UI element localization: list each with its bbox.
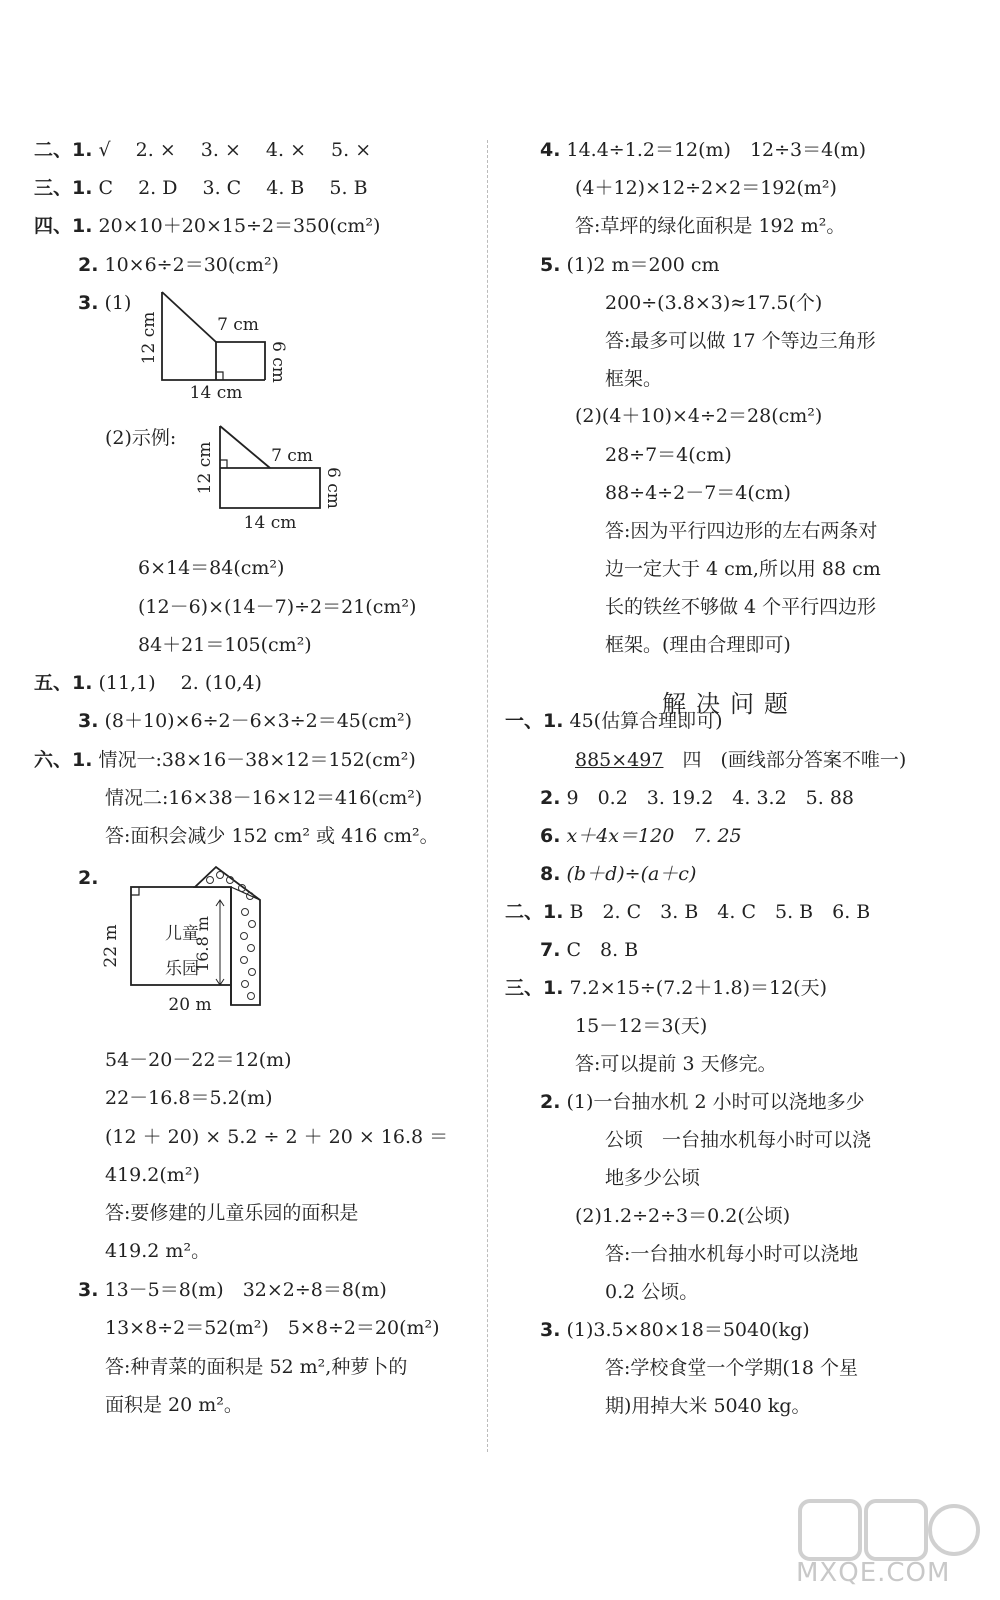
- answer-text: 情况二:16×38－16×12＝416(cm²): [105, 787, 423, 809]
- dim-label: 12 cm: [139, 311, 159, 365]
- answer-line: [605, 595, 876, 619]
- answer-line: [138, 556, 284, 580]
- answer-line: [605, 1394, 811, 1418]
- answer-text: (12－6)×(14－7)÷2＝21(cm²): [138, 596, 417, 618]
- item-number: 7.: [540, 939, 561, 961]
- answer-text: (1)一台抽水机 2 小时可以浇地多少: [566, 1091, 865, 1113]
- region-label: 乐园: [165, 959, 199, 979]
- answer-text: 15－12＝3(天): [575, 1015, 708, 1037]
- answer-text: 答:要修建的儿童乐园的面积是: [105, 1202, 359, 1224]
- answer-line: [605, 329, 876, 353]
- answer-text: x＋4x＝120 7. 25: [566, 825, 742, 847]
- answer-line: [575, 1204, 790, 1228]
- answer-text: 14.4÷1.2＝12(m) 12÷3＝4(m): [566, 139, 867, 161]
- item-number: 2.: [540, 1091, 561, 1113]
- right-angle-mark: [220, 460, 227, 468]
- answer-text: 答:面积会减少 152 cm² 或 416 cm²。: [105, 825, 439, 847]
- answer-line: [605, 1128, 871, 1152]
- answer-line: [605, 1166, 700, 1190]
- answer-text: C 8. B: [566, 939, 639, 961]
- answer-line: [105, 1163, 200, 1187]
- answer-line: [505, 976, 827, 1000]
- answer-line: [575, 176, 837, 200]
- answer-text: B 2. C 3. B 4. C 5. B 6. B: [569, 901, 871, 923]
- answer-line: [34, 671, 262, 695]
- answer-line: [34, 176, 368, 200]
- answer-line: [505, 900, 870, 924]
- answer-text: 200÷(3.8×3)≈17.5(个): [605, 292, 823, 314]
- item-number: 3.: [78, 292, 99, 314]
- answer-text: 7.2×15÷(7.2＋1.8)＝12(天): [569, 977, 827, 999]
- answer-text: 四 (画线部分答案不唯一): [663, 749, 907, 771]
- item-number: 五、1.: [34, 672, 93, 694]
- answer-line: [575, 1052, 777, 1076]
- answer-line: [78, 253, 279, 277]
- dim-label: 12 cm: [195, 441, 215, 495]
- answer-line: [138, 633, 312, 657]
- item-number: 三、1.: [505, 977, 564, 999]
- right-angle-mark: [216, 372, 223, 380]
- item-number: 2.: [540, 787, 561, 809]
- answer-line: [78, 709, 412, 733]
- answer-line: [78, 291, 131, 315]
- answer-text: 答:一台抽水机每小时可以浇地: [605, 1243, 859, 1265]
- answer-line: [105, 1125, 448, 1149]
- answer-text: 22－16.8＝5.2(m): [105, 1087, 273, 1109]
- answer-text: 答:最多可以做 17 个等边三角形: [605, 330, 876, 352]
- item-number: 3.: [78, 710, 99, 732]
- answer-line: [105, 1393, 243, 1417]
- answer-text: 答:种青菜的面积是 52 m²,种萝卜的: [105, 1356, 408, 1378]
- answer-text: 45(估算合理即可): [569, 710, 723, 732]
- answer-line: [605, 633, 791, 657]
- item-number: 2.: [78, 867, 99, 889]
- answer-text: (1)3.5×80×18＝5040(kg): [566, 1319, 810, 1341]
- answer-text: 框架。: [605, 368, 663, 390]
- answer-text: 答:学校食堂一个学期(18 个星: [605, 1357, 859, 1379]
- item-number: 二、1.: [505, 901, 564, 923]
- answer-line: [575, 748, 906, 772]
- answer-text: 419.2 m²。: [105, 1240, 211, 1262]
- item-number: 3.: [540, 1319, 561, 1341]
- answer-line: [540, 138, 866, 162]
- answer-text: 答:草坪的绿化面积是 192 m²。: [575, 215, 846, 237]
- answer-text: (1): [104, 292, 132, 314]
- answer-line: [105, 786, 422, 810]
- answer-text: 419.2(m²): [105, 1164, 200, 1186]
- answer-line: [575, 404, 822, 428]
- dim-label: 14 cm: [189, 383, 243, 403]
- answer-text: √ 2. × 3. × 4. × 5. ×: [98, 139, 372, 161]
- answer-text: (2)示例:: [105, 427, 177, 449]
- watermark-text: MXQE.COM: [796, 1558, 951, 1588]
- answer-line: [605, 443, 732, 467]
- answer-line: [540, 824, 742, 848]
- answer-line: [105, 1239, 210, 1263]
- answer-text: 框架。(理由合理即可): [605, 634, 791, 656]
- answer-line: [105, 1316, 440, 1340]
- answer-text: 10×6÷2＝30(cm²): [104, 254, 279, 276]
- answer-text: 公顷 一台抽水机每小时可以浇: [605, 1129, 872, 1151]
- figure-playground: [100, 860, 280, 1020]
- item-number: 六、1.: [34, 749, 93, 771]
- answer-text: (1)2 m＝200 cm: [566, 254, 720, 276]
- column-divider: [487, 140, 488, 1452]
- dim-label: 7 cm: [271, 446, 313, 466]
- answer-line: [540, 253, 720, 277]
- answer-text: 13×8÷2＝52(m²) 5×8÷2＝20(m²): [105, 1317, 440, 1339]
- answer-line: [575, 214, 845, 238]
- answer-text: 84＋21＝105(cm²): [138, 634, 312, 656]
- section-heading: 解决问题: [662, 690, 798, 718]
- answer-line: [505, 709, 723, 733]
- answer-line: [105, 426, 176, 450]
- answer-line: [605, 1242, 858, 1266]
- answer-text: 期)用掉大米 5040 kg。: [605, 1395, 811, 1417]
- answer-line: [34, 748, 416, 772]
- answer-text: 边一定大于 4 cm,所以用 88 cm: [605, 558, 881, 580]
- answer-text: 54－20－22＝12(m): [105, 1049, 292, 1071]
- answer-text: 28÷7＝4(cm): [605, 444, 732, 466]
- answer-line: [605, 557, 881, 581]
- dim-label: 16.8 m: [193, 916, 212, 972]
- figure-trapezoid-2: [190, 418, 360, 538]
- answer-line: [605, 291, 822, 315]
- item-number: 二、1.: [34, 139, 93, 161]
- answer-text: 13－5＝8(m) 32×2÷8＝8(m): [104, 1279, 387, 1301]
- answer-line: [34, 214, 380, 238]
- item-number: 5.: [540, 254, 561, 276]
- item-number: 一、1.: [505, 710, 564, 732]
- item-number: 三、1.: [34, 177, 93, 199]
- underlined-answer: 885×497: [575, 749, 664, 771]
- answer-line: [105, 1355, 407, 1379]
- answer-text: (b＋d)÷(a＋c): [566, 863, 697, 885]
- region-label: 儿童: [165, 924, 199, 944]
- figure-outline: [162, 292, 216, 342]
- dim-label: 14 cm: [243, 513, 297, 533]
- item-number: 8.: [540, 863, 561, 885]
- answer-line: [105, 824, 439, 848]
- answer-text: (2)1.2÷2÷3＝0.2(公顷): [575, 1205, 791, 1227]
- answer-line: [605, 1280, 698, 1304]
- dim-label: 20 m: [168, 995, 212, 1015]
- answer-text: (2)(4＋10)×4÷2＝28(cm²): [575, 405, 823, 427]
- answer-text: C 2. D 3. C 4. B 5. B: [98, 177, 368, 199]
- answer-text: (8＋10)×6÷2－6×3÷2＝45(cm²): [104, 710, 412, 732]
- answer-line: [540, 786, 854, 810]
- answer-line: [540, 1318, 810, 1342]
- answer-line: [605, 1356, 858, 1380]
- answer-line: [605, 519, 877, 543]
- dim-label: 6 cm: [323, 467, 343, 509]
- answer-text: (11,1) 2. (10,4): [98, 672, 262, 694]
- answer-text: 0.2 公顷。: [605, 1281, 699, 1303]
- answer-text: 地多少公顷: [605, 1167, 701, 1189]
- answer-text: (4＋12)×12÷2×2＝192(m²): [575, 177, 837, 199]
- item-number: 3.: [78, 1279, 99, 1301]
- answer-text: (12 ＋ 20) × 5.2 ÷ 2 ＋ 20 × 16.8 ＝: [105, 1126, 449, 1148]
- answer-line: [540, 938, 638, 962]
- item-number: 2.: [78, 254, 99, 276]
- answer-line: [105, 1201, 358, 1225]
- answer-text: 9 0.2 3. 19.2 4. 3.2 5. 88: [566, 787, 855, 809]
- answer-line: [78, 866, 98, 890]
- answer-text: 答:因为平行四边形的左右两条对: [605, 520, 878, 542]
- answer-line: [105, 1086, 273, 1110]
- answer-text: 20×10＋20×15÷2＝350(cm²): [98, 215, 381, 237]
- item-number: 6.: [540, 825, 561, 847]
- item-number: 四、1.: [34, 215, 93, 237]
- answer-text: 面积是 20 m²。: [105, 1394, 243, 1416]
- answer-line: [605, 367, 662, 391]
- answer-line: [105, 1048, 292, 1072]
- answer-text: 答:可以提前 3 天修完。: [575, 1053, 777, 1075]
- dim-label: 6 cm: [268, 341, 288, 383]
- answer-line: [34, 138, 371, 162]
- answer-text: 情况一:38×16－38×12＝152(cm²): [98, 749, 416, 771]
- dim-label: 7 cm: [217, 315, 259, 335]
- figure-trapezoid-1: [130, 280, 310, 405]
- answer-line: [605, 481, 791, 505]
- answer-text: 88÷4÷2－7＝4(cm): [605, 482, 791, 504]
- answer-line: [540, 1090, 865, 1114]
- right-angle-mark: [131, 887, 139, 895]
- answer-line: [78, 1278, 387, 1302]
- answer-text: 6×14＝84(cm²): [138, 557, 285, 579]
- dim-label: 22 m: [101, 924, 121, 968]
- answer-line: [575, 1014, 707, 1038]
- item-number: 4.: [540, 139, 561, 161]
- answer-line: [138, 595, 416, 619]
- answer-text: 长的铁丝不够做 4 个平行四边形: [605, 596, 877, 618]
- answer-line: [540, 862, 696, 886]
